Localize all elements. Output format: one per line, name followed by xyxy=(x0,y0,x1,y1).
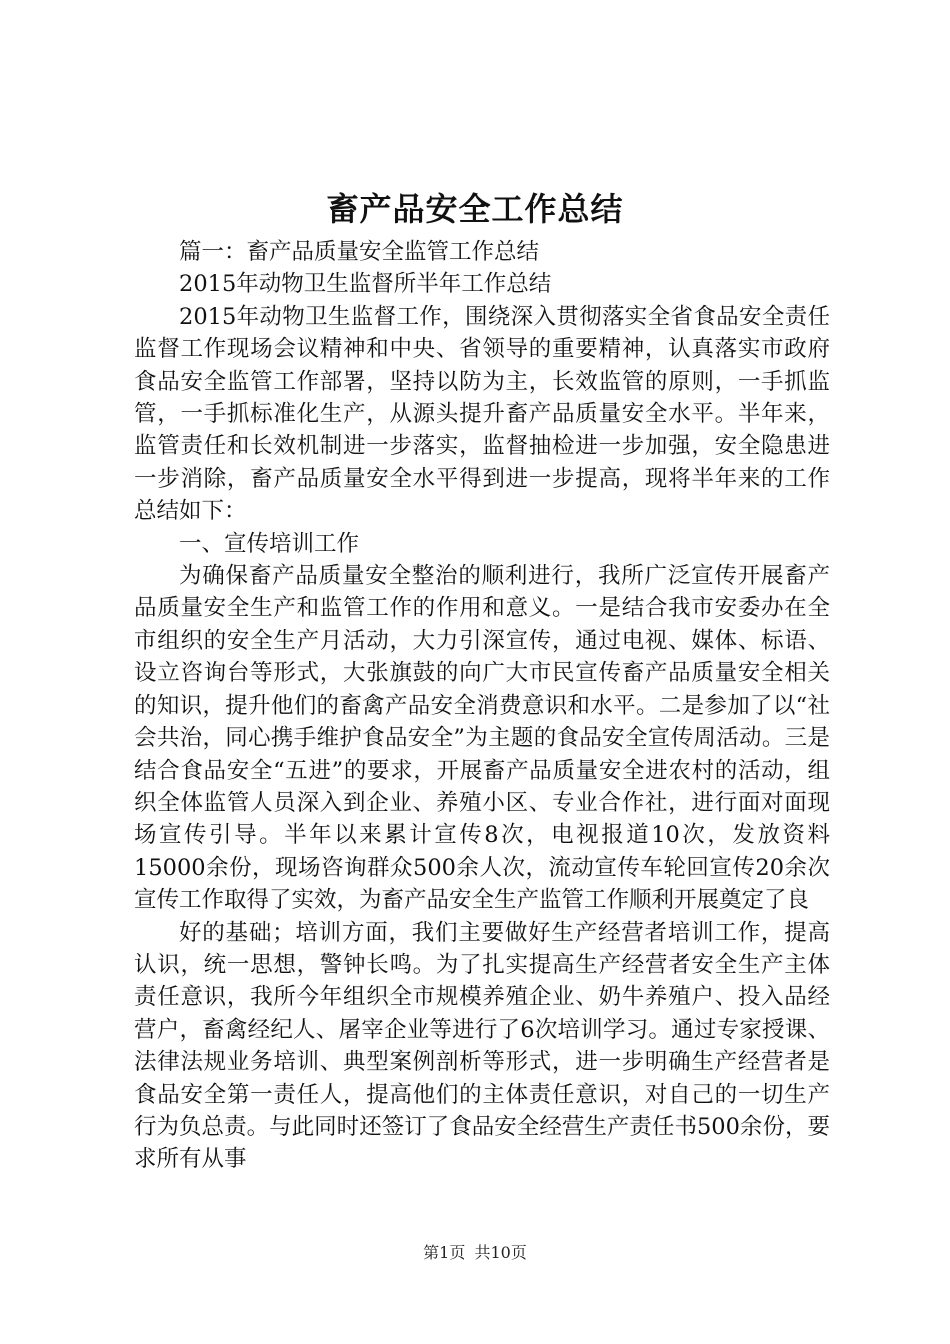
paragraph-report-title: 2015年动物卫生监督所半年工作总结 xyxy=(179,271,552,298)
paragraph-publicity: 为确保畜产品质量安全整治的顺利进行，我所广泛宣传开展畜产品质量安全生产和监管工作的作用和意义。一是结合我市安委办在全市组织的安全生产月活动，大力引深宣传，通过电视、媒体、标语、设立咨询台等形式，大张旗鼓的向广大市民宣传畜产品质量安全相关的知识，提升他们的畜禽产品安全消费意识和水平。二是参加了以“社会共治，同心携手维护食品安全”为主题的食品安全宣传周活动。三是结合食品安全“五进”的要求，开展畜产品质量安全进农村的活动，组织全体监管人员深入到企业、养殖小区、专业合作社，进行面对面现场宣传引导。半年以来累计宣传8次，电视报道10次，发放资料15000余份，现场咨询群众500余人次，流动宣传车轮回宣传20余次宣传工作取得了实效，为畜产品安全生产监管工作顺利开展奠定了良 xyxy=(134,563,830,914)
page-footer xyxy=(0,1242,950,1264)
paragraph-training: 好的基础；培训方面，我们主要做好生产经营者培训工作，提高认识，统一思想，警钟长鸣。为了扎实提高生产经营者安全生产主体责任意识，我所今年组织全市规模养殖企业、奶牛养殖户、投入品经营户，畜禽经纪人、屠宰企业等进行了6次培训学习。通过专家授课、法律法规业务培训、典型案例剖析等形式，进一步明确生产经营者是食品安全第一责任人，提高他们的主体责任意识，对自己的一切生产行为负总责。与此同时还签订了食品安全经营生产责任书500余份，要求所有从事 xyxy=(134,919,830,1173)
page-title: 畜产品安全工作总结 xyxy=(326,190,624,228)
paragraph-article-heading: 篇一：畜产品质量安全监管工作总结 xyxy=(179,239,540,265)
document-body xyxy=(134,236,830,1176)
paragraph-intro: 2015年动物卫生监督工作，围绕深入贯彻落实全省食品安全责任监督工作现场会议精神和中央、省领导的重要精神，认真落实市政府食品安全监管工作部署，坚持以防为主，长效监管的原则，一手抓监管，一手抓标准化生产，从源头提升畜产品质量安全水平。半年来，监管责任和长效机制进一步落实，监督抽检进一步加强，安全隐患进一步消除，畜产品质量安全水平得到进一步提高，现将半年来的工作总结如下： xyxy=(134,303,830,525)
page-number: 第1页 xyxy=(423,1243,466,1262)
page-total: 共10页 xyxy=(474,1243,527,1262)
paragraph-section-heading: 一、宣传培训工作 xyxy=(179,530,360,557)
